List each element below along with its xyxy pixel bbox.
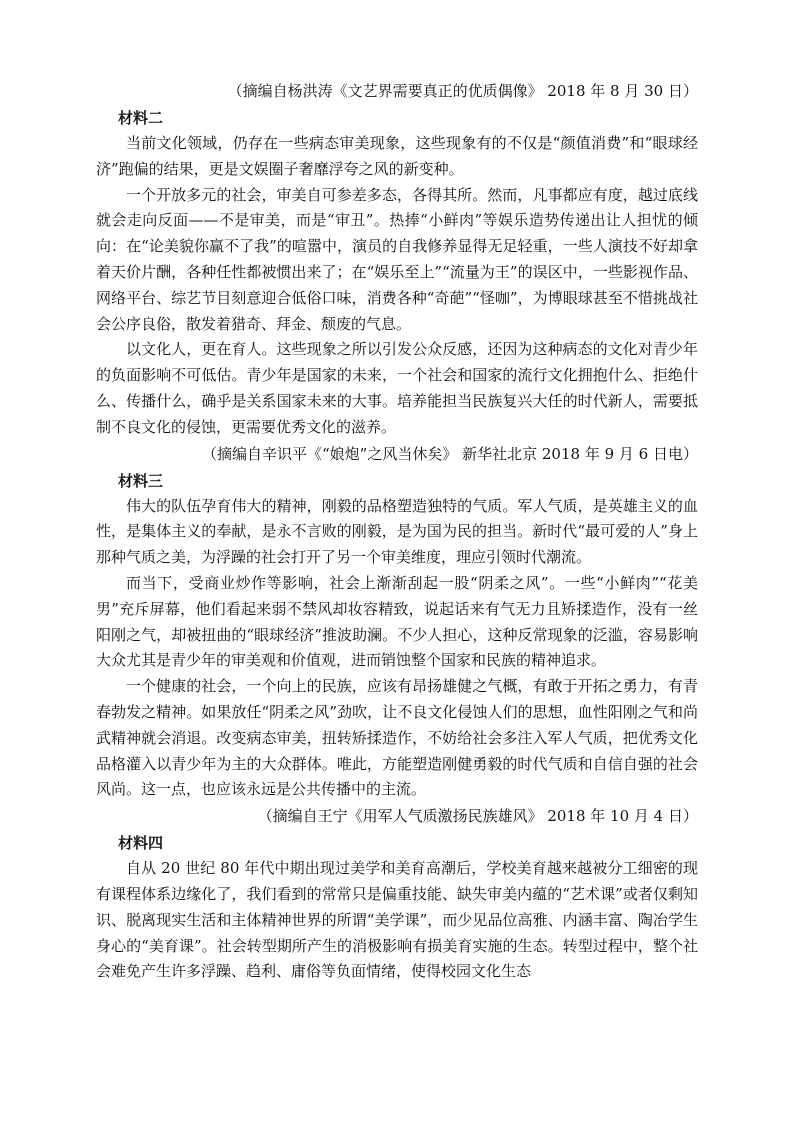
- source-citation-2: （摘编自辛识平《“娘炮”之风当休矣》 新华社北京 2018 年 9 月 6 日电）: [202, 444, 698, 463]
- section-heading-material-4: 材料四: [118, 834, 164, 853]
- paragraph: 而当下，受商业炒作等影响，社会上渐渐刮起一股“阴柔之风”。一些“小鲜肉”“花美男”充斥屏幕，他们看起来弱不禁风却妆容精致，说起话来有气无力且矫揉造作，没有一丝阳刚之气，却被扭曲的“眼球经济”推波助澜。不少人担心，这种反常现象的泛滥，容易影响大众尤其是青少年的审美观和价值观，进而销蚀整个国家和民族的精神追求。: [96, 573, 698, 670]
- section-heading-material-3: 材料三: [118, 471, 164, 490]
- paragraph: 自从 20 世纪 80 年代中期出现过美学和美育高潮后，学校美育越来越被分工细密的现有课程体系边缘化了，我们看到的常常只是偏重技能、缺失审美内蕴的“艺术课”或者仅剩知识、脱离现实生活和主体精神世界的所谓“美学课”，而少见品位高雅、内涵丰富、陶冶学生身心的“美育课”。社会转型期所产生的消极影响有损美育实施的生态。转型过程中，整个社会难免产生许多浮躁、趋利、庸俗等负面情绪，使得校园文化生态: [96, 859, 698, 981]
- section-heading-material-2: 材料二: [118, 109, 164, 127]
- source-citation-1: （摘编自杨洪涛《文艺界需要真正的优质偶像》 2018 年 8 月 30 日）: [227, 82, 698, 100]
- source-citation-3: （摘编自王宁《用军人气质激扬民族雄风》 2018 年 10 月 4 日）: [257, 807, 698, 826]
- paragraph: 一个健康的社会，一个向上的民族，应该有昂扬雄健之气概，有敢于开拓之勇力，有青春勃发之精神。如果放任“阴柔之风”劲吹，让不良文化侵蚀人们的思想，血性阳刚之气和尚武精神就会消退。改变病态审美，扭转矫揉造作，不妨给社会多注入军人气质，把优秀文化品格灌入以青少年为主的大众群体。唯此，方能塑造刚健勇毅的时代气质和自信自强的社会风尚。这一点，也应该永远是公共传播中的主流。: [96, 677, 698, 799]
- paragraph: 伟大的队伍孕育伟大的精神，刚毅的品格塑造独特的气质。军人气质，是英雄主义的血性，是集体主义的奉献，是永不言败的刚毅，是为国为民的担当。新时代“最可爱的人”身上那种气质之美，为浮躁的社会打开了另一个审美维度，理应引领时代潮流。: [96, 496, 698, 567]
- paragraph: 以文化人，更在育人。这些现象之所以引发公众反感，还因为这种病态的文化对青少年的负面影响不可低估。青少年是国家的未来，一个社会和国家的流行文化拥抱什么、拒绝什么、传播什么，确乎是关系国家未来的大事。培养能担当民族复兴大任的时代新人，需要抵制不良文化的侵蚀，更需要优秀文化的滋养。: [96, 340, 698, 436]
- paragraph: 当前文化领域，仍存在一些病态审美现象，这些现象有的不仅是“颜值消费”和“眼球经济”跑偏的结果，更是文娱圈子奢靡浮夸之风的新变种。: [96, 134, 698, 178]
- paragraph: 一个开放多元的社会，审美自可参差多态，各得其所。然而，凡事都应有度，越过底线就会走向反面——不是审美，而是“审丑”。热捧“小鲜肉”等娱乐造势传递出让人担忧的倾向：在“论美貌你赢不了我”的喧嚣中，演员的自我修养显得无足轻重，一些人演技不好却拿着天价片酬，各种任性都被惯出来了；在“娱乐至上”“流量为王”的误区中，一些影视作品、网络平台、综艺节目刻意迎合低俗口味，消费各种“奇葩”“怪咖”，为博眼球甚至不惜挑战社会公序良俗，散发着猎奇、拜金、颓废的气息。: [96, 185, 698, 333]
